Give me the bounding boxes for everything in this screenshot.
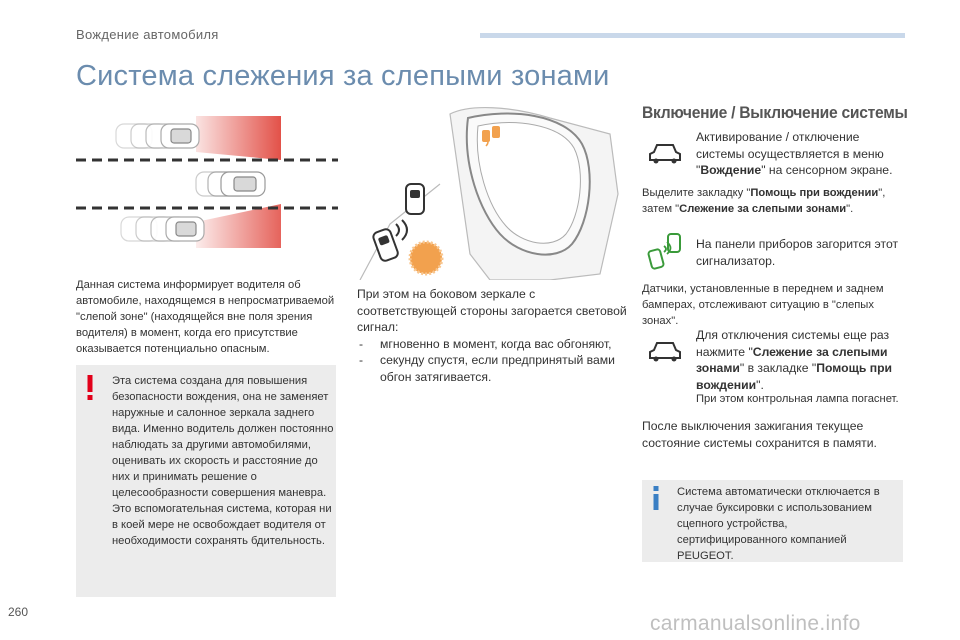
mirror-item-2: - секунду спустя, если предпринятый вами обгон затягивается. [357, 352, 627, 385]
mirror-intro: При этом на боковом зеркале с соответствующей стороны загорается световой сигнал: [357, 287, 627, 334]
activation-text: Активирование / отключение системы осуществляется в меню "Вождение" на сенсорном экране. [696, 130, 893, 177]
warning-paragraph-2: Это вспомогательная система, которая ни в коей мере не освобождает водителя от необходимости сохранять бдительность. [112, 503, 332, 547]
section-title: Включение / Выключение системы [642, 103, 908, 122]
watermark: carmanualsonline.info [650, 612, 861, 635]
memory-text: После выключения зажигания текущее состояние системы сохранится в памяти. [642, 419, 877, 450]
sensors-text: Датчики, установленные в переднем и заднем бамперах, отслеживают ситуацию в "слепых зонах". [642, 283, 884, 327]
mirror-list [357, 336, 627, 386]
side-mirror-illustration [350, 104, 630, 280]
intro-paragraph: Данная система информирует водителя об автомобиле, находящемся в непросматриваемой "слепой зоне" (находящейся вне поля зрения водителя) в момент, когда его присутствие оказывается потенциально опасным. [76, 279, 335, 355]
car-icon-2 [648, 340, 682, 362]
indicator-text: На панели приборов загорится этот сигнализатор. [696, 237, 899, 268]
warning-icon [86, 375, 94, 401]
blind-zone-lower [196, 204, 281, 248]
mirror-item-1: - мгновенно в момент, когда вас обгоняют, [357, 336, 627, 353]
warning-text [112, 373, 334, 549]
deactivation-text: Для отключения системы еще раз нажмите "Слежение за слепыми зонами" в закладке "Помощь при вождении". [696, 328, 893, 392]
select-tab-text: Выделите закладку "Помощь при вождении", затем "Слежение за слепыми зонами". [642, 187, 886, 215]
warning-paragraph-1: Эта система создана для повышения безопасности вождения, она не заменяет наружные и салонное зеркала заднего вида. Именно водитель должен постоянно наблюдать за другими автомобилями, оценивать их скорость и расстояние до них и принимать решение о целесообразности совершения маневра. [112, 375, 334, 499]
blind-spot-indicator-icon [646, 232, 686, 272]
own-car [196, 172, 265, 196]
section-header: Вождение автомобиля [76, 27, 219, 42]
overtaking-car-lower [121, 217, 204, 241]
car-icon [648, 142, 682, 164]
car-icon-upright [406, 184, 424, 214]
blind-zone-upper [196, 116, 281, 160]
info-text: Система автоматически отключается в случае буксировки с использованием сцепного устройства, сертифицированного компанией PEUGEOT. [677, 486, 880, 562]
car-icon-tilted [372, 228, 399, 262]
page-title: Система слежения за слепыми зонами [76, 60, 610, 92]
header-bar [480, 33, 905, 38]
info-icon [652, 486, 660, 510]
lamp-off-text: При этом контрольная лампа погаснет. [696, 393, 899, 405]
blind-spot-illustration [76, 112, 338, 252]
page-number: 260 [8, 605, 29, 619]
overtaking-car-upper [116, 124, 199, 148]
mirror-text [357, 286, 627, 385]
